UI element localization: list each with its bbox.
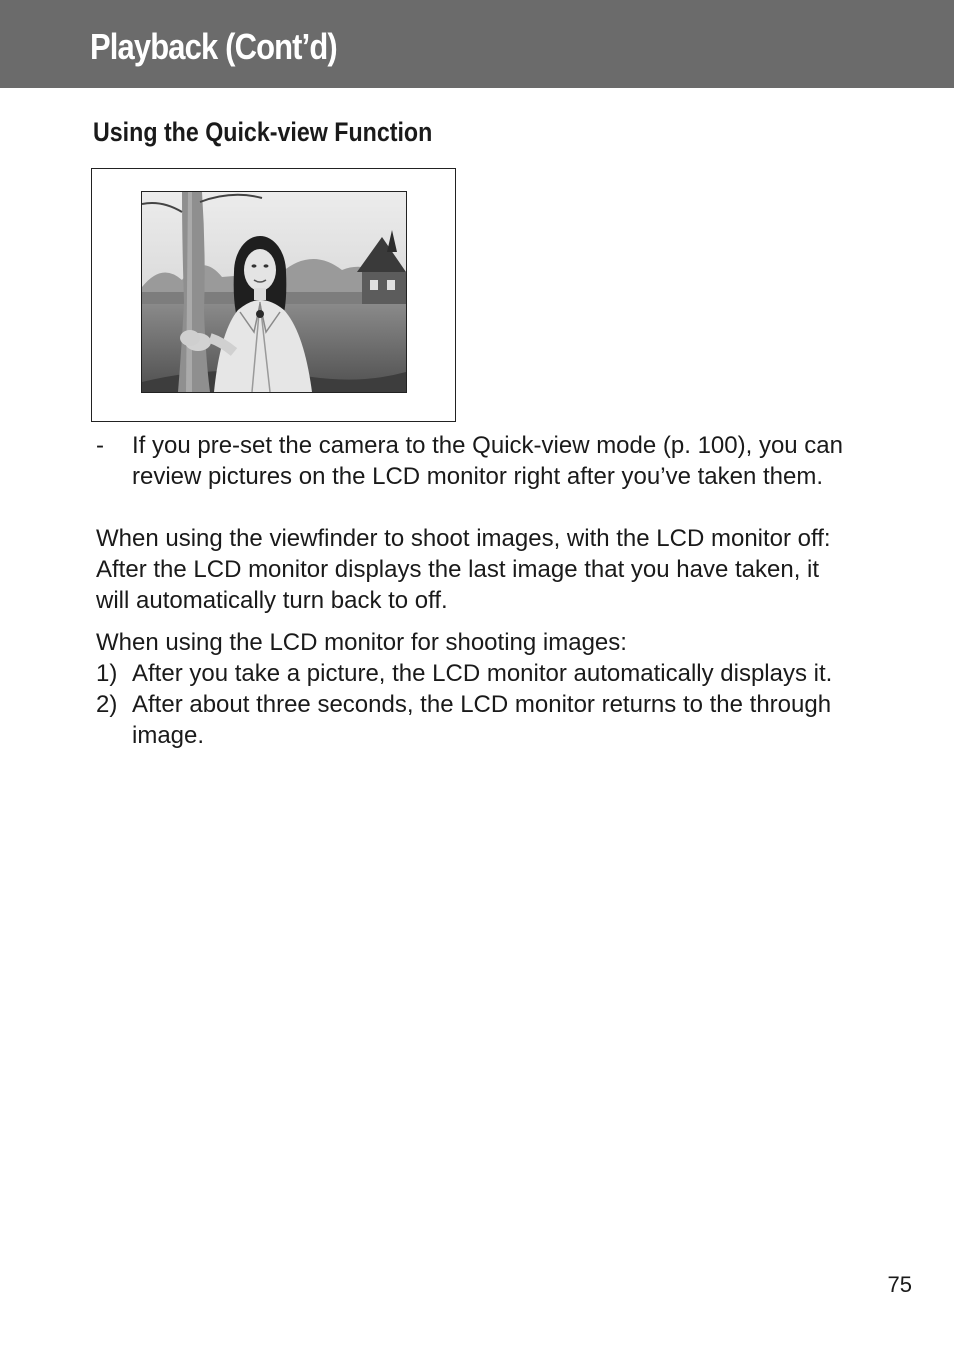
page-title: Playback (Cont’d) xyxy=(90,26,337,67)
header-bar xyxy=(0,0,954,88)
page-number: 75 xyxy=(887,1272,912,1297)
step-1-line-1: After you take a picture, the LCD monitor automatically displays it. xyxy=(132,660,833,687)
bullet-marker: - xyxy=(96,432,104,459)
photo-illustration xyxy=(142,192,406,392)
viewfinder-line-2: After the LCD monitor displays the last image that you have taken, it xyxy=(96,556,820,583)
step-1-marker: 1) xyxy=(96,660,118,687)
figure-frame xyxy=(91,168,456,422)
bullet-line-2: review pictures on the LCD monitor right after you’ve taken them. xyxy=(132,463,823,490)
step-2-marker: 2) xyxy=(96,691,118,718)
lcd-intro: When using the LCD monitor for shooting images: xyxy=(96,629,627,656)
step-2-line-1: After about three seconds, the LCD monitor returns to the through xyxy=(132,691,832,718)
bullet-line-1: If you pre-set the camera to the Quick-view mode (p. 100), you can xyxy=(132,432,843,459)
step-2-line-2: image. xyxy=(132,722,205,749)
photo-of-woman-by-tree xyxy=(141,191,407,393)
viewfinder-line-3: will automatically turn back to off. xyxy=(96,587,448,614)
viewfinder-line-1: When using the viewfinder to shoot images, with the LCD monitor off: xyxy=(96,525,831,552)
section-heading: Using the Quick-view Function xyxy=(93,117,433,147)
